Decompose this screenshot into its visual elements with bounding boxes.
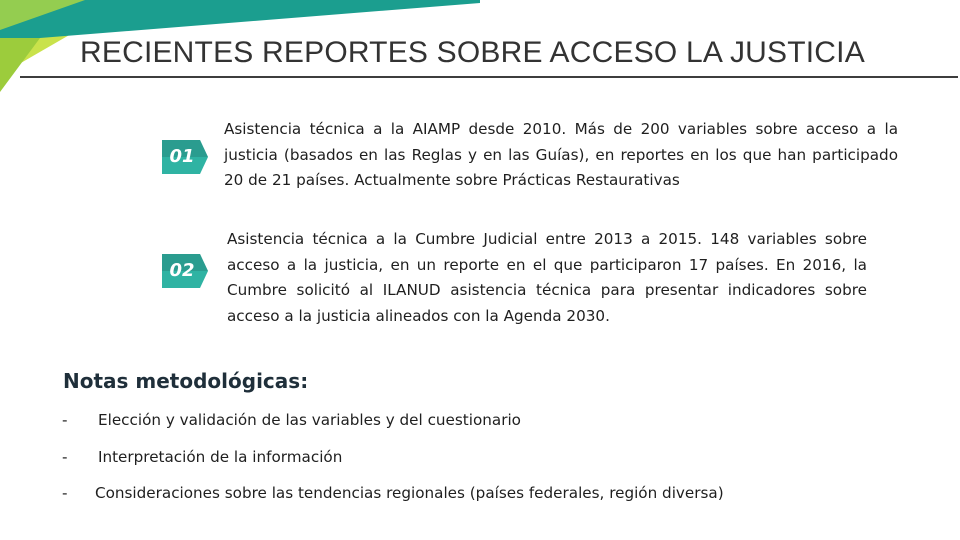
item-text-01: Asistencia técnica a la AIAMP desde 2010. Más de 200 variables sobre acceso a la justicia (basados en las Reglas y en las Guías), en reportes en los que han participado 20 de 21 países. Actualmente sobre Prácticas Restaurativas bbox=[224, 120, 898, 189]
note-text: Consideraciones sobre las tendencias regionales (países federales, región diversa) bbox=[95, 484, 724, 502]
note-text: Interpretación de la información bbox=[98, 448, 343, 466]
bullet-dash: - bbox=[62, 448, 68, 466]
bullet-dash: - bbox=[62, 411, 68, 429]
number-badge-02 bbox=[162, 254, 210, 293]
item-text-02: Asistencia técnica a la Cumbre Judicial entre 2013 a 2015. 148 variables sobre acceso a la justicia, en un reporte en el que participaron 17 países. En 2016, la Cumbre solicitó al ILANUD asistencia técnica para presentar indicadores sobre acceso a la justicia alineados con la Agenda 2030. bbox=[227, 230, 867, 325]
bullet-dash: - bbox=[62, 484, 68, 502]
note-text: Elección y validación de las variables y del cuestionario bbox=[98, 411, 521, 429]
notes-heading: Notas metodológicas: bbox=[63, 369, 309, 393]
badge-number: 02 bbox=[169, 260, 195, 281]
title-divider bbox=[20, 76, 958, 78]
slide-title: RECIENTES REPORTES SOBRE ACCESO LA JUSTICIA bbox=[80, 36, 865, 69]
number-badge-01 bbox=[162, 140, 210, 179]
badge-number: 01 bbox=[169, 146, 195, 167]
